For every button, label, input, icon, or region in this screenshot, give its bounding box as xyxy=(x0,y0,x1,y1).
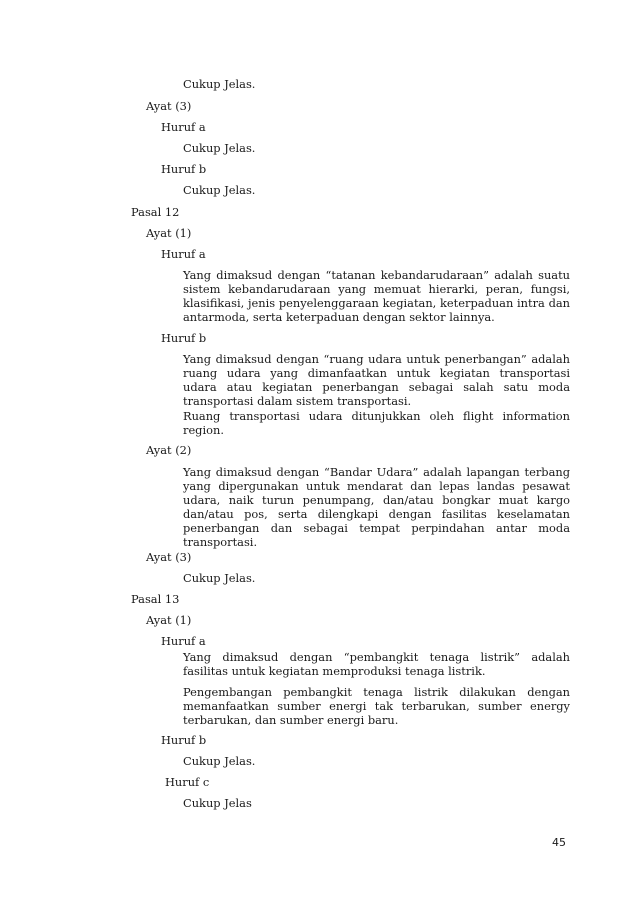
text-line: Cukup Jelas. xyxy=(183,571,256,585)
paragraph: Yang dimaksud dengan “Bandar Udara” adalah lapangan terbang yang dipergunakan untuk mendarat dan lepas landas pesawat udara, naik turun penumpang, dan/atau bongkar muat kargo dan/atau pos, serta dilengkapi dengan fasilitas keselamatan penerbangan dan sebagai tempat perpindahan antar moda transportasi. xyxy=(183,465,570,550)
page-number: 45 xyxy=(552,836,566,849)
text-line: Cukup Jelas. xyxy=(183,183,256,197)
section-heading: Ayat (3) xyxy=(146,550,192,564)
paragraph: Yang dimaksud dengan “tatanan kebandarudaraan” adalah suatu sistem kebandarudaraan yang memuat hierarki, peran, fungsi, klasifikasi, jenis penyelenggaraan kegiatan, keterpaduan intra dan antarmoda, serta keterpaduan dengan sektor lainnya. xyxy=(183,268,570,325)
section-heading: Ayat (1) xyxy=(146,226,192,240)
sub-heading: Huruf b xyxy=(161,331,207,345)
sub-heading: Huruf a xyxy=(161,247,206,261)
section-heading: Ayat (1) xyxy=(146,613,192,627)
sub-heading: Huruf a xyxy=(161,634,206,648)
text-line: Cukup Jelas. xyxy=(183,141,256,155)
article-heading: Pasal 13 xyxy=(131,592,180,606)
sub-heading: Huruf c xyxy=(165,775,210,789)
paragraph: Pengembangan pembangkit tenaga listrik dilakukan dengan memanfaatkan sumber energi tak terbarukan, sumber energy terbarukan, dan sumber energi baru. xyxy=(183,685,570,728)
text-line: Cukup Jelas. xyxy=(183,77,256,91)
text-line: Cukup Jelas xyxy=(183,796,252,810)
sub-heading: Huruf a xyxy=(161,120,206,134)
sub-heading: Huruf b xyxy=(161,162,207,176)
article-heading: Pasal 12 xyxy=(131,205,180,219)
sub-heading: Huruf b xyxy=(161,733,207,747)
section-heading: Ayat (2) xyxy=(146,443,192,457)
text-line: Cukup Jelas. xyxy=(183,754,256,768)
section-heading: Ayat (3) xyxy=(146,99,192,113)
paragraph: Yang dimaksud dengan “ruang udara untuk penerbangan” adalah ruang udara yang dimanfaatkan untuk kegiatan transportasi udara atau kegiatan penerbangan sebagai salah satu moda transportasi dalam sistem transportasi. xyxy=(183,352,570,409)
paragraph: Yang dimaksud dengan “pembangkit tenaga listrik” adalah fasilitas untuk kegiatan memproduksi tenaga listrik. xyxy=(183,650,570,679)
paragraph: Ruang transportasi udara ditunjukkan oleh flight information region. xyxy=(183,409,570,438)
